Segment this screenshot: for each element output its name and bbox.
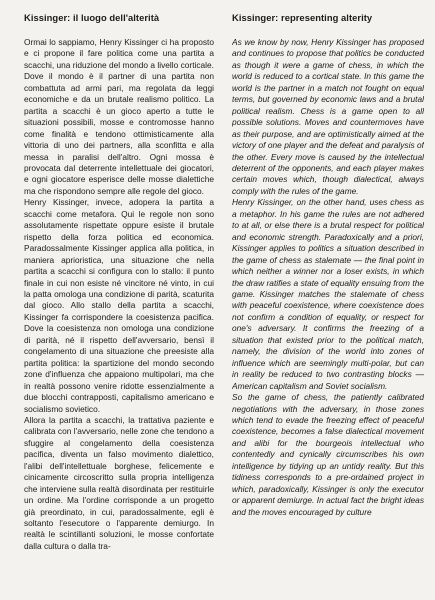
italian-body [24, 37, 214, 582]
italian-paragraph: Allora la partita a scacchi, la trattativa paziente e calibrata con l'avversario, nelle zone che tendono a sfuggire al congelamento della coesistenza pacifica, diventa un falso movimento dialettico, l'alibi dell'intellettuale borghese, felicemente e cinicamente circoscritto sulla propria intelligenza che interviene sulla realtà disordinata per restituirle un ordine. Ma l'ordine corrisponde a un progetto già preordinato, in cui, paradossalmente, egli è soltanto l'esecutore o l'apparente demiurgo. In realtà le scintillanti soluzioni, le mosse confortate dalla cultura o dalla tra- [24, 414, 214, 551]
italian-paragraph: Henry Kissinger, invece, adopera la partita a scacchi come metafora. Qui le regole non sono assolutamente rispettate oppure esiste il brutale rispetto della forza politica ed economica. Paradossalmente Kissinger applica alla politica, in maniera aprioristica, una situazione che nella partita a scacchi si configura con lo stallo: il punto finale in cui non esiste né vincitore né vinto, in cui la patta omologa una condizione di parità, scaturita dal gioco. Allo stallo della partita a scacchi, Kissinger fa corrispondere la coesistenza pacifica. Dove la coesistenza non omologa una condizione di parità, né il rispetto dell'avversario, bensì il congelamento di una situazione che preesiste alla partita politica: la spartizione del mondo secondo zone d'influenza che appaiono multipolari, ma che in realtà possono venire ridotte essenzialmente a due blocchi contrapposti, capitalismo americano e socialismo sovietico. [24, 197, 214, 414]
english-body [232, 37, 424, 582]
english-title: Kissinger: representing alterity [232, 12, 373, 23]
english-paragraph: As we know by now, Henry Kissinger has proposed and continues to propose that politics be conducted as though it were a game of chess, in which the world is reduced to a cortical state. In this game the world is the partner in a match not fought on equal terms, but governed by economic laws and a brutal political realism. Chess is a game open to all possible solutions. Moves and countermoves have as their purpose, and are optimistically aimed at the victory of one player and the defeat and paralysis of the other. Every move is caused by the intellectual deterrent of the opponents, and each player makes certain moves which, though dialectical, always comply with the rules of the game. [232, 37, 424, 196]
english-paragraph: So the game of chess, the patiently calibrated negotiations with the adversary, in those zones which tend to evade the freezing effect of peaceful coexistence, becomes a false dialectical movement and alibi for the bourgeois intellectual who contentedly and cynically circumscribes his own intelligence by tidying up an untidy reality. But this tidiness corresponds to a pre-ordained project in which, paradoxically, Kissinger is only the executor or apparent demiurge. In actual fact the bright ideas and the moves encouraged by culture [232, 392, 424, 517]
italian-paragraph: Ormai lo sappiamo, Henry Kissinger ci ha proposto e ci propone il fare politica come una partita a scacchi, una riduzione del mondo a livello corticale. Dove il mondo è il partner di una partita non combattuta ad armi pari, ma regolata da leggi economiche e da un brutale realismo politico. La partita a scacchi è un gioco aperto a tutte le situazioni possibili, mosse e contromosse hanno come finalità e tendono ottimisticamente alla vittoria di uno dei partners, alla sconfitta e alla messa in paralisi dell'altro. Ogni mossa è provocata dal deterrente intellettuale dei giocatori, e ogni giocatore esperisce delle mosse dialettiche ma che rispondono sempre alle regole del gioco. [24, 37, 214, 196]
italian-text [24, 37, 214, 552]
english-text [232, 37, 424, 518]
english-column [232, 12, 424, 582]
italian-column [24, 12, 214, 582]
italian-title: Kissinger: il luogo dell'alterità [24, 12, 160, 23]
english-paragraph: Henry Kissinger, on the other hand, uses chess as a metaphor. In his game the rules are not adhered to at all, or else there is a brutal respect for political and economic strength. Paradoxically and a priori, Kissinger applies to politics a situation described in the game of chess as stalemate — the final point in which neither a winner nor a loser exists, in which the draw ratifies a state of equality ensuing from the game. Kissinger matches the stalemate of chess with peaceful coexistence, where coexistence does not confirm a condition of equality, or respect for one's adversary. It confirms the freezing of a situation that existed prior to the political match, namely, the division of the world into zones of influence which are seemingly multi-polar, but can in reality be reduced to two contrasting blocks — American capitalism and Soviet socialism. [232, 197, 424, 391]
